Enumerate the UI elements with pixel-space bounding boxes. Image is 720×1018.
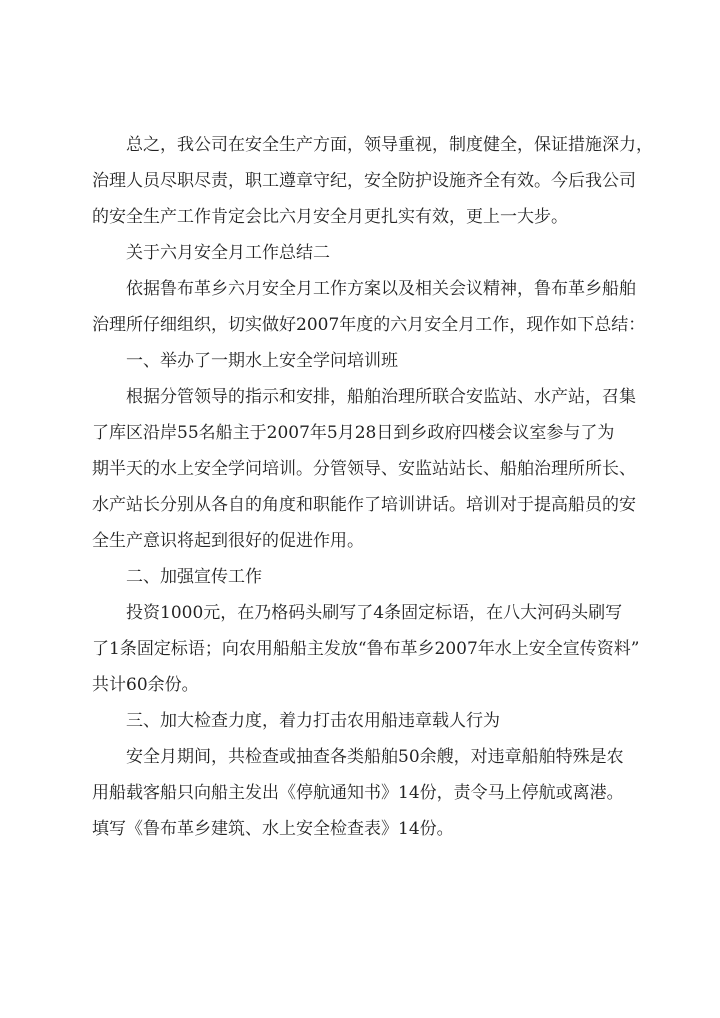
text-line: 期半天的水上安全学问培训。分管领导、安监站站长、船舶治理所所长、 bbox=[92, 459, 636, 479]
text-line: 关于六月安全月工作总结二 bbox=[126, 243, 330, 263]
text-line: 一、举办了一期水上安全学问培训班 bbox=[126, 351, 398, 371]
text-line: 了库区沿岸55名船主于2007年5月28日到乡政府四楼会议室参与了为 bbox=[92, 423, 615, 443]
text-line: 二、加强宣传工作 bbox=[126, 567, 262, 587]
text-line: 水产站长分别从各自的角度和职能作了培训讲话。培训对于提高船员的安 bbox=[92, 495, 636, 515]
text-line: 根据分管领导的指示和安排，船舶治理所联合安监站、水产站，召集 bbox=[126, 387, 636, 407]
text-line: 三、加大检查力度，着力打击农用船违章载人行为 bbox=[126, 711, 500, 731]
text-line: 治理人员尽职尽责，职工遵章守纪，安全防护设施齐全有效。今后我公司 bbox=[92, 171, 636, 191]
text-line: 填写《鲁布革乡建筑、水上安全检查表》14份。 bbox=[92, 819, 454, 839]
heading-publicity bbox=[92, 559, 637, 595]
document-body bbox=[92, 127, 653, 847]
text-line: 治理所仔细组织，切实做好2007年度的六月安全月工作，现作如下总结： bbox=[92, 315, 646, 335]
text-line: 依据鲁布革乡六月安全月工作方案以及相关会议精神，鲁布革乡船舶 bbox=[126, 279, 636, 299]
text-line: 全生产意识将起到很好的促进作用。 bbox=[92, 531, 364, 551]
text-line: 投资1000元，在乃格码头刷写了4条固定标语，在八大河码头刷写 bbox=[126, 603, 623, 623]
text-line: 了1条固定标语；向农用船船主发放“鲁布革乡2007年水上安全宣传资料” bbox=[92, 639, 640, 659]
text-line: 用船载客船只向船主发出《停航通知书》14份，责令马上停航或离港。 bbox=[92, 783, 624, 803]
paragraph-intro bbox=[92, 271, 646, 343]
section-title bbox=[92, 235, 637, 271]
paragraph-summary bbox=[92, 127, 653, 235]
text-line: 总之，我公司在安全生产方面，领导重视，制度健全，保证措施深力， bbox=[126, 135, 653, 155]
text-line: 安全月期间，共检查或抽查各类船舶50余艘，对违章船舶特殊是农 bbox=[126, 747, 624, 767]
paragraph-training bbox=[92, 379, 637, 559]
text-line: 的安全生产工作肯定会比六月安全月更扎实有效，更上一大步。 bbox=[92, 207, 568, 227]
text-line: 共计60余份。 bbox=[92, 675, 199, 695]
heading-training bbox=[92, 343, 637, 379]
paragraph-publicity bbox=[92, 595, 640, 703]
paragraph-inspection bbox=[92, 739, 637, 847]
heading-inspection bbox=[92, 703, 637, 739]
